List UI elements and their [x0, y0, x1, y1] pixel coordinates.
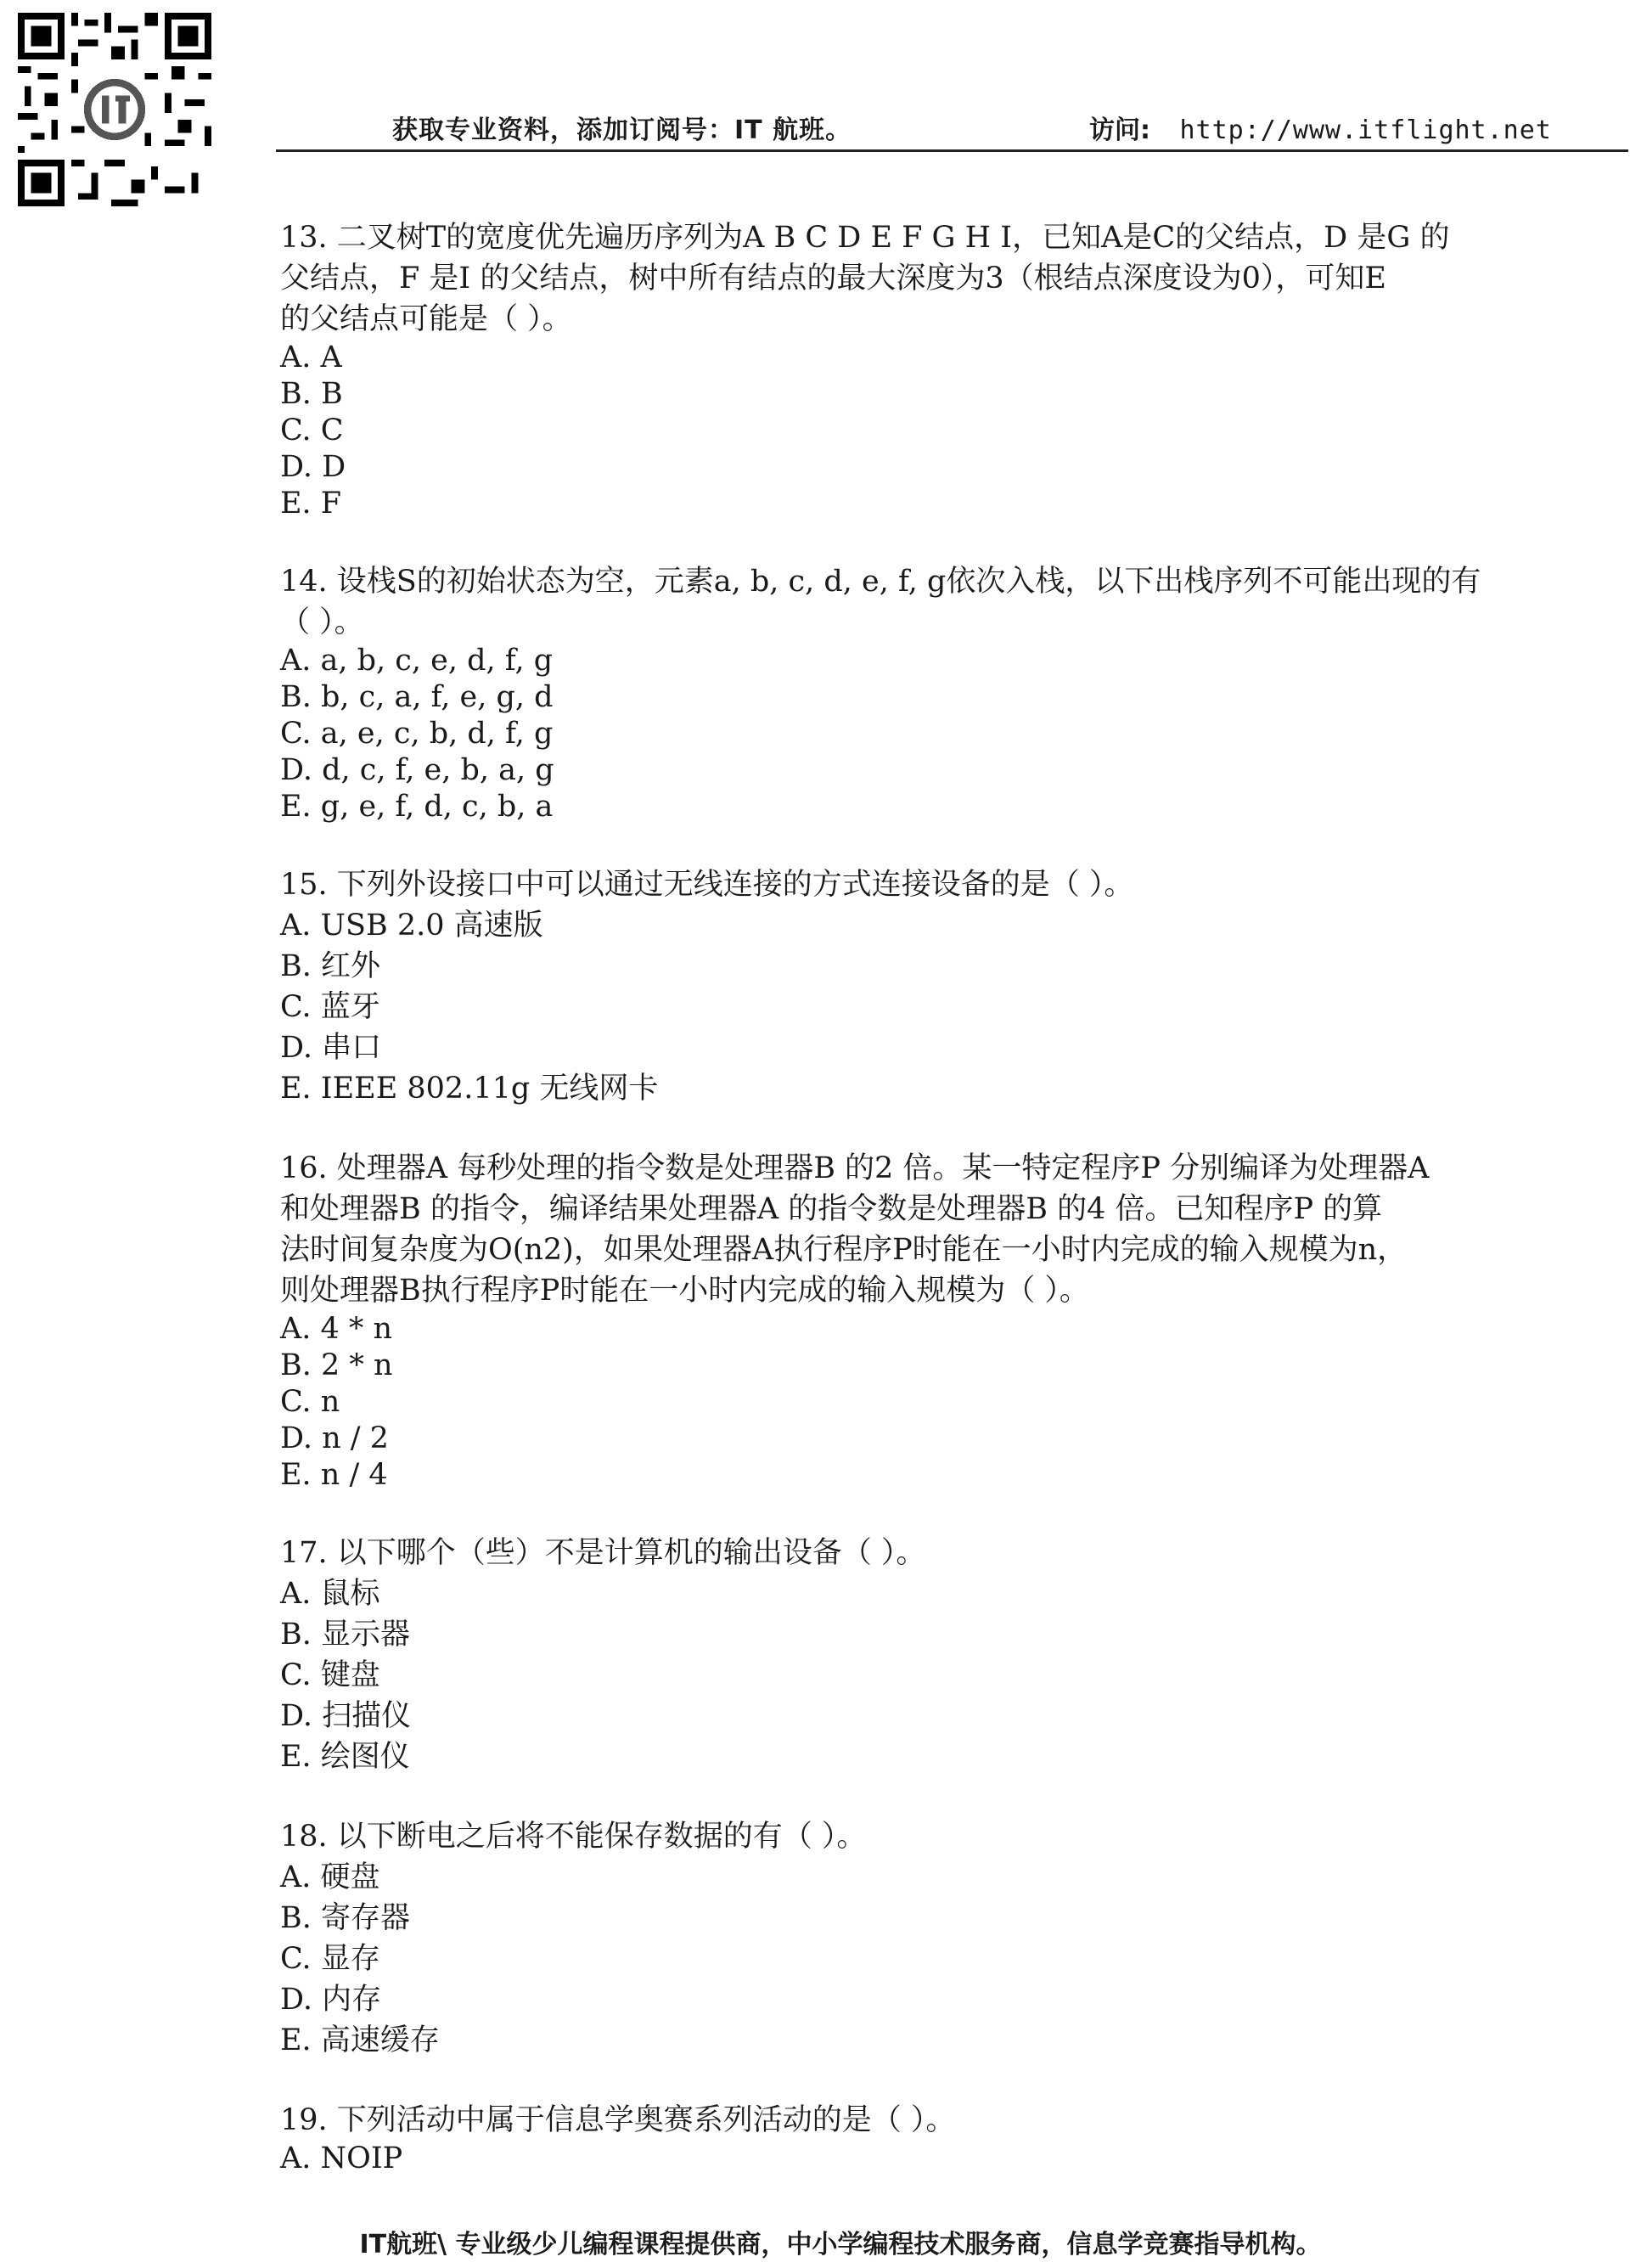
question-13	[280, 217, 1571, 522]
option-e: E. n / 4	[280, 1458, 388, 1492]
question-stem: 16. 处理器A 每秒处理的指令数是处理器B 的2 倍。某一特定程序P 分别编译为处理器A 和处理器B 的指令，编译结果处理器A 的指令数是处理器B 的4 倍。已知程序P 的算 法时间复杂度为O(n2)，如果处理器A执行程序P时能在一小时内完成的输入规模为n， 则处理器B执行程序P时能在一小时内完成的输入规模为（ ）。	[280, 1151, 1430, 1308]
question-stem: 15. 下列外设接口中可以通过无线连接的方式连接设备的是（ ）。	[280, 868, 1134, 902]
option-b: B. 红外	[280, 949, 380, 983]
question-17	[280, 1533, 1571, 1777]
header-url-link[interactable]: http://www.itflight.net	[1179, 115, 1552, 145]
option-e: E. 绘图仪	[280, 1740, 410, 1774]
question-18	[280, 1816, 1571, 2061]
option-c: C. 键盘	[280, 1658, 380, 1692]
option-d: D. d, c, f, e, b, a, g	[280, 753, 554, 787]
option-d: D. D	[280, 450, 346, 484]
option-c: C. C	[280, 414, 344, 447]
question-list	[280, 217, 1571, 2216]
header-subscribe-text: 获取专业资料，添加订阅号：IT 航班。	[392, 115, 852, 145]
option-c: C. n	[280, 1385, 340, 1419]
option-a: A. USB 2.0 高速版	[280, 909, 543, 943]
option-e: E. F	[280, 487, 342, 521]
qr-code	[15, 13, 214, 206]
header-visit-label: 访问:	[1089, 115, 1150, 145]
option-b: B. 2 * n	[280, 1348, 393, 1382]
option-a: A. NOIP	[280, 2141, 403, 2175]
option-a: A. 鼠标	[280, 1577, 380, 1611]
option-a: A. A	[280, 340, 342, 374]
header-visit	[1089, 109, 1552, 146]
page-footer: IT航班\ 专业级少儿编程课程提供商，中小学编程技术服务商，信息学竞赛指导机构。	[359, 2230, 1322, 2260]
question-stem: 18. 以下断电之后将不能保存数据的有（ ）。	[280, 1820, 867, 1854]
option-d: D. 内存	[280, 1983, 382, 2017]
option-e: E. 高速缓存	[280, 2023, 440, 2057]
question-14	[280, 561, 1571, 825]
option-b: B. 寄存器	[280, 1901, 410, 1935]
question-19	[280, 2100, 1571, 2177]
option-d: D. 串口	[280, 1031, 382, 1065]
option-a: A. a, b, c, e, d, f, g	[280, 644, 554, 678]
option-b: B. 显示器	[280, 1618, 410, 1652]
option-b: B. B	[280, 377, 343, 411]
question-15	[280, 864, 1571, 1109]
option-d: D. 扫描仪	[280, 1699, 412, 1733]
page-header	[276, 109, 1628, 152]
option-c: C. a, e, c, b, d, f, g	[280, 717, 554, 751]
option-e: E. IEEE 802.11g 无线网卡	[280, 1072, 659, 1106]
option-a: A. 硬盘	[280, 1860, 380, 1894]
option-c: C. 蓝牙	[280, 990, 380, 1024]
question-stem: 14. 设栈S的初始状态为空，元素a, b, c, d, e, f, g依次入栈，以下出栈序列不可能出现的有 （ ）。	[280, 565, 1481, 639]
question-stem: 19. 下列活动中属于信息学奥赛系列活动的是（ ）。	[280, 2103, 956, 2137]
option-d: D. n / 2	[280, 1421, 389, 1455]
question-stem: 17. 以下哪个（些）不是计算机的输出设备（ ）。	[280, 1536, 926, 1570]
question-stem: 13. 二叉树T的宽度优先遍历序列为A B C D E F G H I，已知A是C的父结点，D 是G 的 父结点，F 是I 的父结点，树中所有结点的最大深度为3（根结点深度设为0），可知E 的父结点可能是（ ）。	[280, 221, 1450, 336]
option-a: A. 4 * n	[280, 1312, 393, 1346]
option-c: C. 显存	[280, 1942, 380, 1976]
option-e: E. g, e, f, d, c, b, a	[280, 790, 554, 824]
question-16	[280, 1148, 1571, 1494]
option-b: B. b, c, a, f, e, g, d	[280, 680, 554, 714]
